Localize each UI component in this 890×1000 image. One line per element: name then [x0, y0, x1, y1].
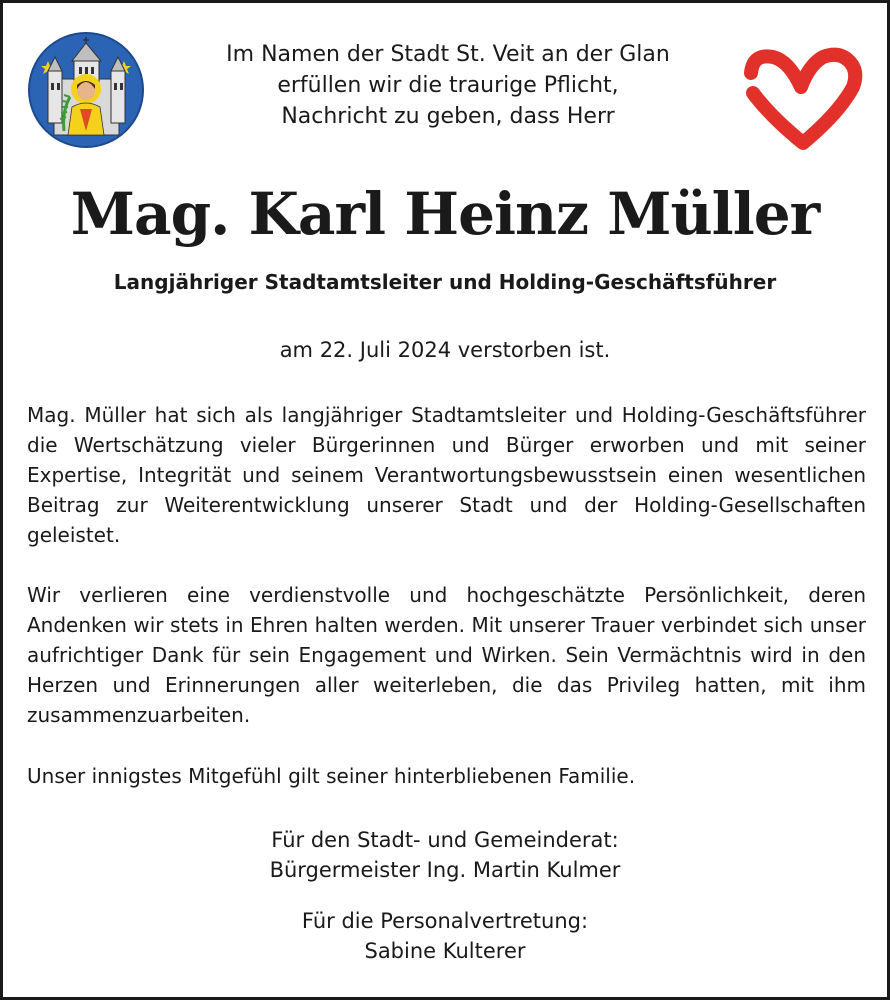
intro-line: Im Namen der Stadt St. Veit an der Glan [226, 42, 670, 67]
signature-block-council [3, 825, 887, 885]
intro-line: Nachricht zu geben, dass Herr [281, 104, 615, 129]
intro-line: erfüllen wir die traurige Pflicht, [277, 73, 619, 98]
signature-block-staff [3, 906, 887, 966]
intro-text [193, 39, 703, 132]
body-paragraph-gratitude: Wir verlieren eine verdienstvolle und hochgeschätzte Persönlichkeit, deren Andenken wir stets in Ehren halten werden. Mit unserer Trauer verbindet sich unser aufrichtiger Dank für sein Engagement und Wirken. Sein Vermächtnis wird in den Herzen und Erinnerungen aller weiterleben, die das Privileg hatten, mit ihm zusammenzuarbeiten. [27, 583, 866, 727]
death-date-line: am 22. Juli 2024 verstorben ist. [279, 338, 611, 362]
body-paragraph-tribute: Mag. Müller hat sich als langjähriger Stadtamtsleiter und Holding-Geschäftsführer die Wertschätzung vieler Bürgerinnen und Bürger erworben und mit seiner Expertise, Integrität und seinem Verantwortungsbewusstsein einen wesentlichen Beitrag zur Weiterentwicklung unserer Stadt und der Holding-Gesellschaften geleistet. [27, 403, 866, 547]
st-veit-coat-of-arms-icon [26, 31, 147, 149]
signature-role: Für die Personalvertretung: [301, 909, 589, 933]
deceased-title: Langjähriger Stadtamtsleiter und Holding-Geschäftsführer [113, 270, 777, 294]
signature-role: Für den Stadt- und Gemeinderat: [271, 828, 619, 852]
signature-name: Bürgermeister Ing. Martin Kulmer [269, 858, 621, 882]
body-paragraph-condolence: Unser innigstes Mitgefühl gilt seiner hinterbliebenen Familie. [27, 764, 636, 788]
signature-name: Sabine Kulterer [364, 939, 526, 963]
deceased-name: Mag. Karl Heinz Müller [70, 180, 820, 248]
heart-logo-icon [741, 43, 867, 151]
